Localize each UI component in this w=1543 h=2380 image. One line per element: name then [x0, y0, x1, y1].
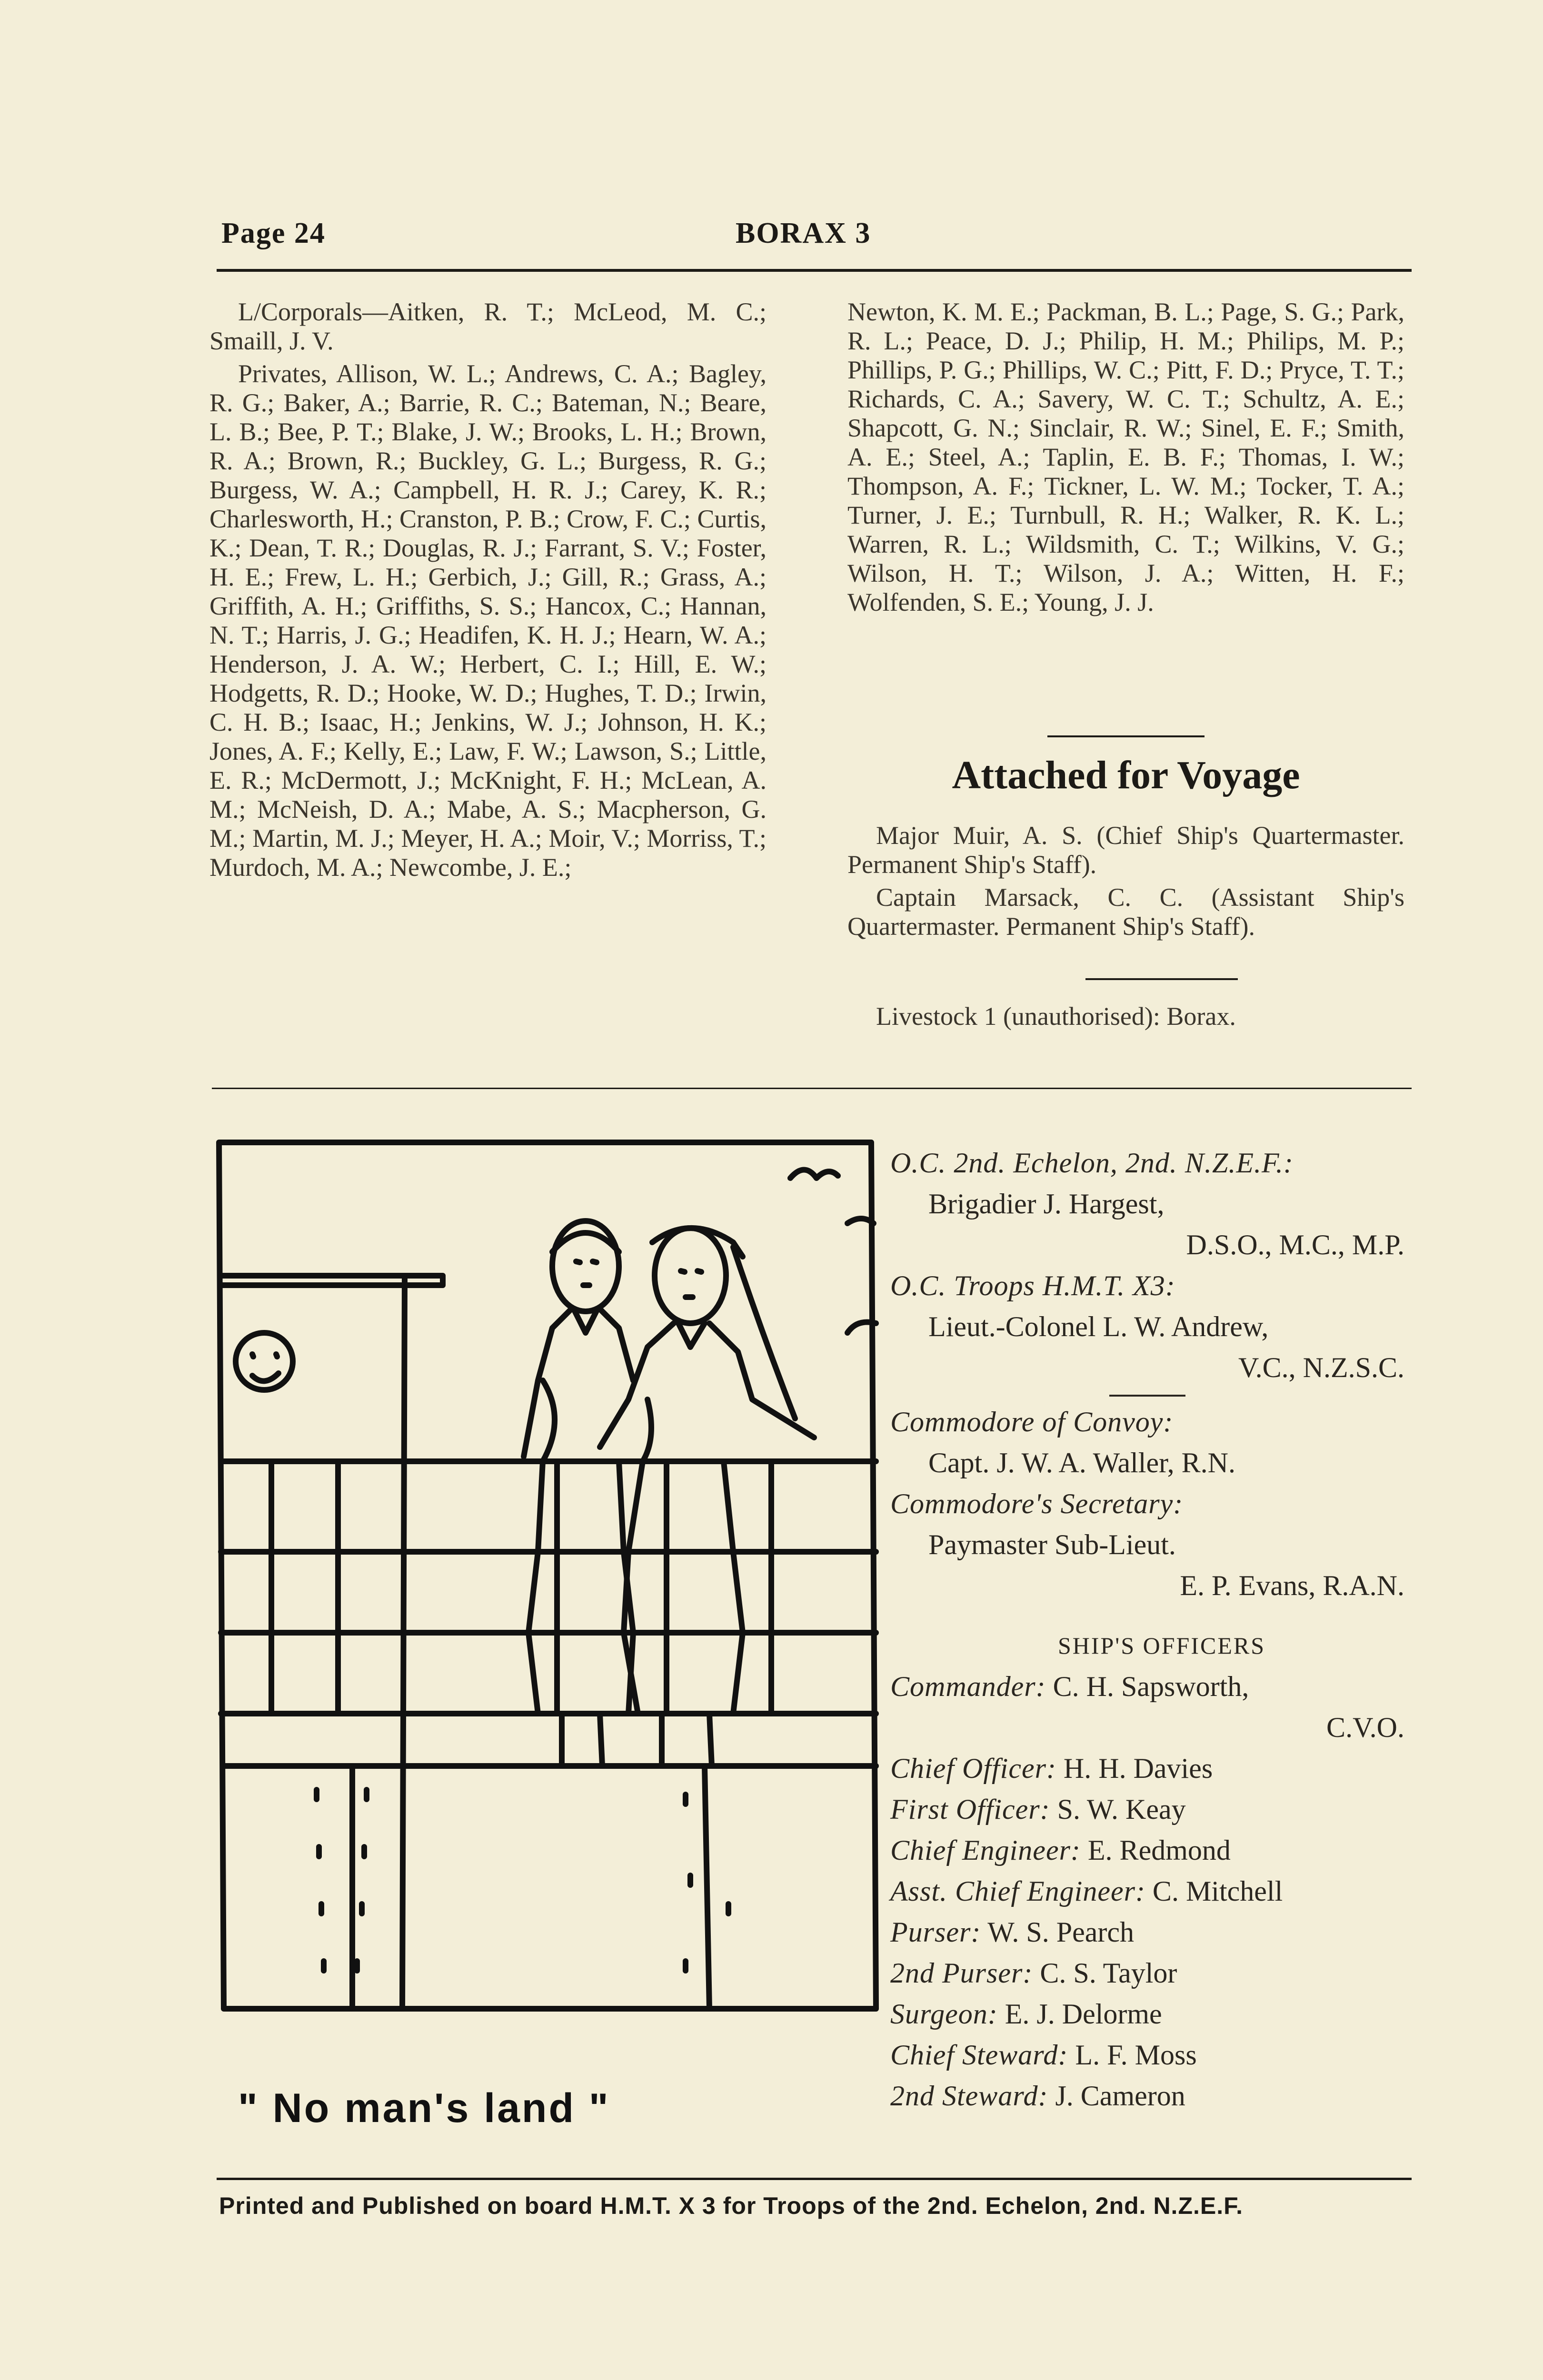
publication-title: BORAX 3	[736, 217, 871, 249]
attached-list	[847, 821, 1404, 941]
right-column	[847, 298, 1404, 617]
oc-troops-name: Lieut.-Colonel L. W. Andrew,	[928, 1311, 1269, 1342]
ships-officers-list	[890, 1666, 1433, 2116]
officer-name: J. Cameron	[1055, 2080, 1185, 2112]
commodore-role: Commodore of Convoy:	[890, 1406, 1174, 1438]
livestock-block	[847, 1002, 1404, 1031]
officer-row	[890, 1912, 1433, 1953]
ships-officers-heading: SHIP'S OFFICERS	[1057, 1632, 1266, 1659]
officer-row	[890, 1666, 1433, 1707]
officer-row	[890, 2034, 1433, 2075]
officer-role: Purser:	[890, 1916, 981, 1948]
officer-role: 2nd Steward:	[890, 2080, 1048, 2112]
oc-troops-role: O.C. Troops H.M.T. X3:	[890, 1270, 1175, 1301]
cartoon-caption: " No man's land "	[238, 2085, 610, 2131]
attached-title: Attached for Voyage	[952, 753, 1300, 797]
privates-continued: Newton, K. M. E.; Packman, B. L.; Page, S. G.; Park, R. L.; Peace, D. J.; Philip, H. M.; Philips, M. P.; Phillips, P. G.; Phillips, W. C.; Pitt, F. D.; Pryce, T. T.; Richards, C. A.; Savery, W. C. T.; Schultz, A. E.; Shapcott, G. N.; Sinclair, R. W.; Sinel, E. F.; Smith, A. E.; Steel, A.; Taplin, E. B. F.; Thomas, I. W.; Thompson, A. F.; Tickner, L. W. M.; Tocker, T. A.; Turner, J. E.; Turnbull, R. H.; Walker, R. K. L.; Warren, R. L.; Wildsmith, C. T.; Wilkins, V. G.; Wilson, H. T.; Wilson, J. A.; Witten, H. F.; Wolfenden, S. E.; Young, J. J.	[847, 298, 1404, 616]
officer-name: C. H. Sapsworth,	[1053, 1671, 1249, 1702]
section-rule	[1047, 735, 1205, 737]
privates-paragraph: Privates, Allison, W. L.; Andrews, C. A.; Bagley, R. G.; Baker, A.; Barrie, R. C.; Bateman, N.; Beare, L. B.; Bee, P. T.; Blake, J. W.; Brooks, L. H.; Brown, R. A.; Brown, R.; Buckley, G. L.; Burgess, R. G.; Burgess, W. A.; Campbell, H. R. J.; Carey, K. R.; Charlesworth, H.; Cranston, P. B.; Crow, F. C.; Curtis, K.; Dean, T. R.; Douglas, R. J.; Farrant, S. V.; Foster, H. E.; Frew, L. H.; Gerbich, J.; Gill, R.; Grass, A.; Griffith, A. H.; Griffiths, S. S.; Hancox, C.; Hannan, N. T.; Harris, J. G.; Headifen, K. H. J.; Hearn, W. A.; Henderson, J. A. W.; Herbert, C. I.; Hill, E. W.; Hodgetts, R. D.; Hooke, W. D.; Hughes, T. D.; Irwin, C. H. B.; Isaac, H.; Jenkins, W. J.; Johnson, H. K.; Jones, A. F.; Kelly, E.; Law, F. W.; Lawson, S.; Little, E. R.; McDermott, J.; McKnight, F. H.; McLean, A. M.; McNeish, D. A.; Mabe, A. S.; Macpherson, G. M.; Martin, M. J.; Meyer, H. A.; Moir, V.; Morriss, T.; Murdoch, M. A.; Newcombe, J. E.;	[209, 359, 767, 882]
commodore-name: Capt. J. W. A. Waller, R.N.	[928, 1447, 1235, 1478]
officer-name: E. J. Delorme	[1005, 1998, 1162, 2030]
left-column	[209, 298, 767, 882]
officer-name: E. Redmond	[1087, 1835, 1231, 1866]
livestock-note: Livestock 1 (unauthorised): Borax.	[876, 1002, 1236, 1031]
officer-role: Surgeon:	[890, 1998, 998, 2030]
officer-role: Commander:	[890, 1671, 1046, 1702]
muir-entry: Major Muir, A. S. (Chief Ship's Quartermaster. Permanent Ship's Staff).	[847, 821, 1404, 879]
officer-role: First Officer:	[890, 1794, 1050, 1825]
oc-echelon-role: O.C. 2nd. Echelon, 2nd. N.Z.E.F.:	[890, 1147, 1294, 1179]
imprint: Printed and Published on board H.M.T. X 3 for Troops of the 2nd. Echelon, 2nd. N.Z.E.F.	[219, 2192, 1244, 2219]
officer-row	[890, 1830, 1433, 1871]
livestock-rule	[1085, 978, 1238, 980]
officer-row	[890, 1789, 1433, 1830]
officer-row	[890, 1993, 1433, 2034]
officers-block	[890, 1142, 1433, 2116]
officer-row	[890, 1953, 1433, 1993]
secretary-name: Paymaster Sub-Lieut.	[928, 1529, 1176, 1560]
officer-row	[890, 1871, 1433, 1912]
officer-row	[890, 1748, 1433, 1789]
officer-name: S. W. Keay	[1057, 1794, 1186, 1825]
oc-troops-honours: V.C., N.Z.S.C.	[1238, 1352, 1404, 1383]
officer-role: Chief Engineer:	[890, 1835, 1081, 1866]
officer-row	[890, 1707, 1433, 1748]
header-rule	[217, 269, 1412, 272]
footer-rule	[217, 2178, 1412, 2180]
oc-echelon-name: Brigadier J. Hargest,	[928, 1188, 1165, 1220]
officer-name: C. S. Taylor	[1040, 1957, 1177, 1989]
officer-name: W. S. Pearch	[987, 1916, 1134, 1948]
secretary-rank: E. P. Evans, R.A.N.	[1180, 1570, 1404, 1601]
page-number: Page 24	[221, 217, 326, 249]
marsack-entry: Captain Marsack, C. C. (Assistant Ship's Quartermaster. Permanent Ship's Staff).	[847, 883, 1404, 941]
oc-echelon-honours: D.S.O., M.C., M.P.	[1186, 1229, 1404, 1260]
officer-role: Chief Steward:	[890, 2039, 1068, 2071]
officer-name: C.V.O.	[1326, 1712, 1404, 1743]
officer-role: Chief Officer:	[890, 1753, 1056, 1784]
officer-role: Asst. Chief Engineer:	[890, 1875, 1145, 1907]
officer-role: 2nd Purser:	[890, 1957, 1033, 1989]
officer-name: H. H. Davies	[1063, 1753, 1213, 1784]
officer-row	[890, 2075, 1433, 2116]
section-divider	[212, 1088, 1412, 1089]
cartoon-drawing	[209, 1133, 905, 2085]
officer-name: L. F. Moss	[1075, 2039, 1197, 2071]
secretary-role: Commodore's Secretary:	[890, 1488, 1184, 1519]
officer-name: C. Mitchell	[1152, 1875, 1283, 1907]
corporals-paragraph: L/Corporals—Aitken, R. T.; McLeod, M. C.; Smaill, J. V.	[209, 298, 767, 355]
officers-rule	[1109, 1395, 1185, 1397]
